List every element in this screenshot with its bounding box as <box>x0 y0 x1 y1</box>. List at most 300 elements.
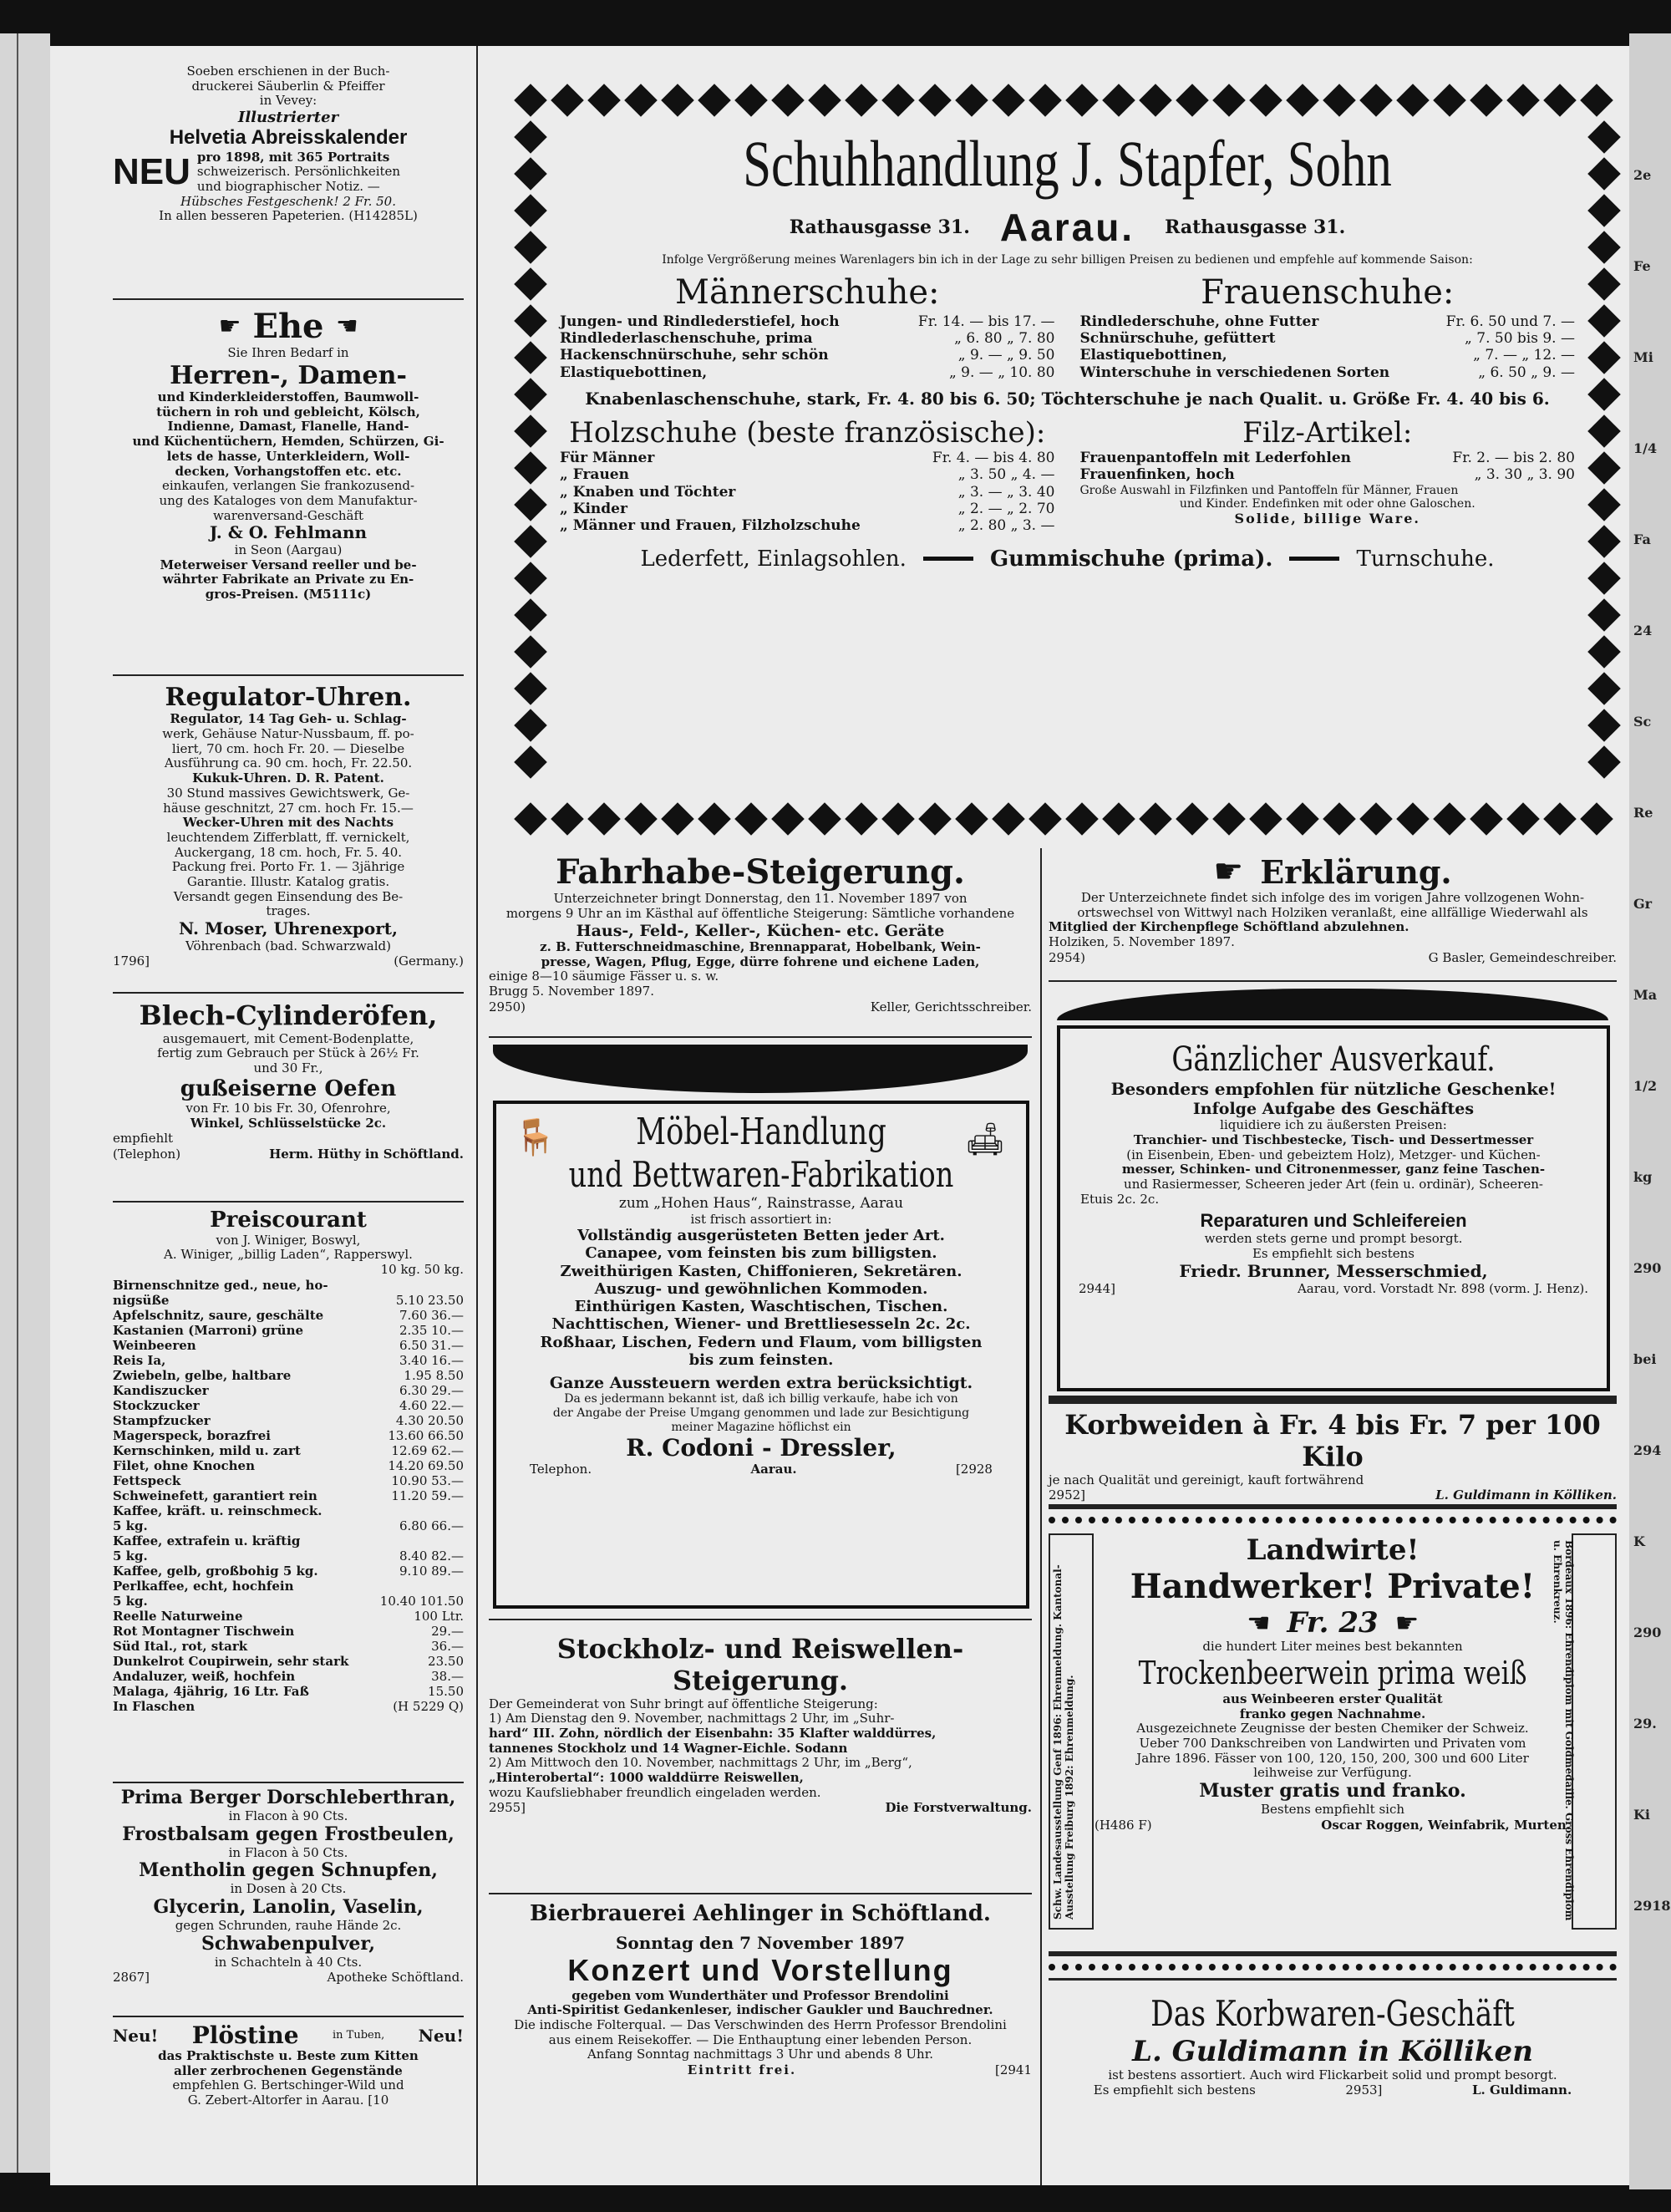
diamond-ornament <box>1587 525 1621 558</box>
diamond-ornament <box>1396 84 1430 117</box>
cropped-text-fragment: 1/2 <box>1633 1078 1658 1094</box>
diamond-ornament <box>587 802 621 836</box>
price-row: Reelle Naturweine 100 Ltr. <box>113 1608 464 1624</box>
stockholz-line: 1) Am Dienstag den 9. November, nachmittags 2 Uhr, im „Suhr- <box>489 1711 895 1726</box>
moebel-ref: [2928 <box>955 1462 993 1477</box>
stockholz-line: tannenes Stockholz und 14 Wagner-Eichle. Sodann <box>489 1740 848 1756</box>
ad-moser-line: Regulator, 14 Tag Geh- u. Schlag- <box>170 711 407 727</box>
diamond-ornament <box>1587 157 1621 191</box>
diamond-ornament <box>1587 304 1621 338</box>
stockholz-ref: 2955] <box>489 1800 526 1816</box>
landwirte-award-left: Schw. Landesausstellung Genf 1896: Ehrenmeldung. Kantonal-Ausstellung Freiburg 1892: Ehrenmeldung. <box>1052 1564 1075 1920</box>
apotheke-product-detail: gegen Schrunden, rauhe Hände 2c. <box>175 1917 402 1933</box>
ad-oefen-line: und 30 Fr., <box>253 1060 323 1076</box>
diamond-ornament <box>514 802 547 836</box>
price-row: Apfelschnitz, saure, geschälte 7.60 36.— <box>113 1307 464 1323</box>
diamond-ornament <box>514 84 547 117</box>
ad-calendar-neu: NEU <box>113 151 190 193</box>
diamond-ornament <box>624 84 658 117</box>
diamond-ornament <box>771 84 805 117</box>
korbweiden-body: je nach Qualität und gereinigt, kauft fortwährend <box>1049 1472 1364 1487</box>
ad-fehlmann-line: Meterweiser Versand reeller und be- <box>160 557 417 572</box>
stapfer-holz-row: „ Kinder „ 2. — „ 2. 70 <box>560 501 1055 518</box>
moebel-phone: Telephon. <box>530 1462 592 1477</box>
ad-ploestine-line: empfehlen G. Bertschinger-Wild und <box>172 2077 404 2093</box>
price-row: Kastanien (Marroni) grüne 2.35 10.— <box>113 1322 464 1338</box>
ad-konzert <box>489 1901 1032 2077</box>
ad-oefen <box>113 1000 464 1162</box>
diamond-ornament <box>1029 802 1062 836</box>
ad-ploestine-sub: in Tuben, <box>333 2029 385 2042</box>
stapfer-holz-row: „ Männer und Frauen, Filzholzschuhe „ 2. 80 „ 3. — <box>560 517 1055 535</box>
diamond-ornament <box>845 802 878 836</box>
diamond-ornament <box>1433 84 1466 117</box>
stapfer-men <box>560 273 1055 381</box>
pointing-hand-left-icon: ☛ <box>218 312 241 341</box>
ad-oefen-line: fertig zum Gebrauch per Stück à 26½ Fr. <box>157 1045 419 1061</box>
diamond-ornament <box>1065 802 1099 836</box>
ad-oefen-recommend: empfiehlt <box>113 1130 174 1146</box>
stapfer-footer-item: Gummischuhe (prima). <box>989 546 1273 572</box>
diamond-ornament <box>1139 802 1172 836</box>
price-row: Magerspeck, borazfrei 13.60 66.50 <box>113 1427 464 1443</box>
apotheke-product-detail: in Schachteln à 40 Cts. <box>214 1954 363 1970</box>
ad-ploestine <box>113 2021 464 2108</box>
ad-moser-line: Auckergang, 18 cm. hoch, Fr. 5. 40. <box>174 844 403 860</box>
diamond-ornament <box>955 802 988 836</box>
korbwaren-line: ist bestens assortiert. Auch wird Flickarbeit solid und prompt besorgt. <box>1108 2067 1557 2082</box>
stapfer-men-title: Männerschuhe: <box>675 273 940 313</box>
ad-moser-line: häuse geschnitzt, 27 cm. hoch Fr. 15.— <box>163 800 414 816</box>
landwirte-sub3: franko gegen Nachnahme. <box>1239 1706 1426 1721</box>
diamond-ornament <box>1580 84 1613 117</box>
landwirte-title: Landwirte! <box>1246 1533 1420 1567</box>
diamond-ornament <box>514 414 547 448</box>
diamond-ornament <box>551 802 584 836</box>
stapfer-holz-title: Holzschuhe (beste französische): <box>569 415 1046 450</box>
apotheke-product: Schwabenpulver, <box>201 1932 375 1955</box>
ad-fehlmann <box>113 307 464 603</box>
diamond-ornament <box>514 672 547 705</box>
moebel-line: Canapee, vom feinsten bis zum billigsten. <box>585 1244 937 1263</box>
erklaerung-line: Der Unterzeichnete findet sich infolge des im vorigen Jahre vollzogenen Wohn- <box>1080 890 1585 905</box>
erklaerung-ref: 2954) <box>1049 949 1086 965</box>
ad-calendar-footer: In allen besseren Papeterien. (H14285L) <box>159 208 418 224</box>
ad-moser-line: Versandt gegen Einsendung des Be- <box>173 888 404 904</box>
ad-oefen-line: Winkel, Schlüsselstücke 2c. <box>190 1116 387 1131</box>
diamond-ornament <box>1139 84 1172 117</box>
ausverkauf-line: messer, Schinken- und Citronenmesser, ganz feine Taschen- <box>1121 1162 1546 1177</box>
stapfer-women-row: Rindlederschuhe, ohne Futter Fr. 6. 50 und 7. — <box>1079 313 1575 330</box>
ad-moebel <box>493 1101 1029 1609</box>
apotheke-product: Glycerin, Lanolin, Vaselin, <box>153 1895 424 1918</box>
stockholz-line: 2) Am Mittwoch den 10. November, nachmittags 2 Uhr, im „Berg“, <box>489 1755 912 1771</box>
cropped-text-fragment: bei <box>1633 1351 1657 1367</box>
ad-fahrhabe <box>489 852 1032 1014</box>
cropped-text-fragment: Fe <box>1633 258 1651 274</box>
fahrhabe-line: presse, Wagen, Pflug, Egge, dürre fohrene und eichene Laden, <box>541 953 980 969</box>
price-row: Kaffee, kräft. u. reinschmeck. <box>113 1503 323 1518</box>
ad-calendar-line: druckerei Säuberlin & Pfeiffer <box>191 78 385 94</box>
diamond-ornament <box>1102 802 1135 836</box>
ad-moser-firm: N. Moser, Uhrenexport, <box>179 918 398 939</box>
cropped-next-column <box>1633 167 1670 1989</box>
korbwaren-ref: 2953] <box>1345 2082 1383 2098</box>
moebel-line: Nachttischen, Wiener- und Brettliesesseln 2c. 2c. <box>551 1315 971 1334</box>
fahrhabe-line: Brugg 5. November 1897. <box>489 984 654 999</box>
ad-moser-ref: 1796] <box>113 953 150 969</box>
konzert-line: Anti-Spiritist Gedankenleser, indischer Gaukler und Bauchredner. <box>527 2002 993 2018</box>
ausverkauf-line: Tranchier- und Tischbestecke, Tisch- und Dessertmesser <box>1133 1131 1534 1147</box>
stapfer-filz-slogan: Solide, billige Ware. <box>1234 510 1420 526</box>
column-left <box>113 64 464 2108</box>
stapfer-women-row: Winterschuhe in verschiedenen Sorten „ 6. 50 „ 9. — <box>1079 364 1575 381</box>
moebel-title: Möbel-Handlung <box>636 1111 886 1153</box>
diamond-ornament <box>1102 84 1135 117</box>
ad-calendar-line: Soeben erschienen in der Buch- <box>186 64 390 79</box>
diamond-ornament <box>918 802 952 836</box>
landwirte-price: Fr. 23 <box>1287 1606 1379 1640</box>
erklaerung-line: ortswechsel von Wittwyl nach Holziken veranlaßt, eine allfällige Wiederwahl als <box>1077 904 1588 920</box>
diamond-ornament <box>514 157 547 191</box>
diamond-ornament <box>734 802 768 836</box>
diamond-ornament <box>1543 802 1577 836</box>
landwirte-line: Ueber 700 Dankschreiben von Landwirten und Privaten vom <box>1139 1735 1526 1751</box>
stapfer-footer-item: Lederfett, Einlagsohlen. <box>640 546 907 572</box>
stockholz-line: wozu Kaufsliebhaber freundlich eingeladen werden. <box>489 1784 821 1800</box>
price-row: Reis Ia, 3.40 16.— <box>113 1352 464 1368</box>
ad-moser-line: trages. <box>266 903 311 919</box>
ad-fehlmann-line: und Kinderkleiderstoffen, Baumwoll- <box>157 389 419 405</box>
price-row: Malaga, 4jährig, 16 Ltr. Faß 15.50 <box>113 1683 464 1699</box>
ad-fehlmann-firm: J. & O. Fehlmann <box>209 522 368 543</box>
moebel-address: zum „Hohen Haus“, Rainstrasse, Aarau <box>618 1195 904 1213</box>
stapfer-filz-row: Frauenfinken, hoch „ 3. 30 „ 3. 90 <box>1079 466 1575 484</box>
ad-fehlmann-line: und Küchentüchern, Hemden, Schürzen, Gi- <box>132 434 444 450</box>
price-row: Kaffee, gelb, großbohig 5 kg. 9.10 89.— <box>113 1563 464 1579</box>
moebel-city: Aarau. <box>750 1462 797 1477</box>
diamond-ornament <box>514 267 547 301</box>
moebel-body: der Angabe der Preise Umgang genommen und lade zur Besichtigung <box>552 1406 970 1420</box>
cropped-text-fragment: Mi <box>1633 349 1653 365</box>
diamond-ornament <box>1212 84 1246 117</box>
diamond-ornament <box>771 802 805 836</box>
fahrhabe-line: Unterzeichneter bringt Donnerstag, den 11. November 1897 von <box>553 891 968 907</box>
landwirte-line: leihweise zur Verfügung. <box>1253 1765 1412 1781</box>
price-row: Perlkaffee, echt, hochfein <box>113 1578 294 1594</box>
ad-preiscourant <box>113 1208 464 1714</box>
price-row: Stockzucker 4.60 22.— <box>113 1397 464 1413</box>
konzert-date: Sonntag den 7 November 1897 <box>615 1932 906 1953</box>
stockholz-line: Der Gemeinderat von Suhr bringt auf öffentliche Steigerung: <box>489 1696 878 1711</box>
diamond-ornament <box>1359 84 1393 117</box>
apotheke-product: Frostbalsam gegen Frostbeulen, <box>122 1823 455 1845</box>
price-row: 5 kg. 8.40 82.— <box>113 1548 464 1564</box>
moebel-firm: R. Codoni - Dressler, <box>626 1434 896 1462</box>
fahrhabe-line: morgens 9 Uhr an im Kästhal auf öffentliche Steigerung: Sämtliche vorhandene <box>505 905 1015 921</box>
ad-erklaerung <box>1049 852 1617 965</box>
moebel-body: Da es jedermann bekannt ist, daß ich billig verkaufe, habe ich von <box>564 1392 958 1406</box>
sofa-icon: 🛋 <box>964 1121 1005 1157</box>
ausverkauf-ref: 2944] <box>1079 1281 1116 1297</box>
stapfer-address: Rathausgasse 31. <box>789 216 970 238</box>
stapfer-holz-row: „ Frauen „ 3. 50 „ 4. — <box>560 466 1055 484</box>
ad-oefen-firm: Herm. Hüthy in Schöftland. <box>269 1146 464 1162</box>
fahrhabe-line: einige 8—10 säumige Fässer u. s. w. <box>489 969 719 984</box>
ad-moser-country: (Germany.) <box>394 953 464 969</box>
price-row: Filet, ohne Knochen 14.20 69.50 <box>113 1457 464 1473</box>
landwirte-line: Jahre 1896. Fässer von 100, 120, 150, 200, 300 und 600 Liter <box>1136 1750 1529 1766</box>
ad-calendar-gift: Hübsches Festgeschenk! 2 Fr. 50. <box>180 193 396 209</box>
konzert-line: Die indische Folterqual. — Das Verschwinden des Herrn Professor Brendolini <box>514 2017 1007 2033</box>
ad-preiscourant-sub: von J. Winiger, Boswyl, <box>216 1232 361 1248</box>
ad-apotheke-firm: Apotheke Schöftland. <box>327 1970 464 1986</box>
ad-stockholz <box>489 1634 1032 1815</box>
erklaerung-sign: G Basler, Gemeindeschreiber. <box>1428 949 1617 965</box>
diamond-ornament <box>514 562 547 595</box>
ad-oefen-line: ausgemauert, mit Cement-Bodenplatte, <box>162 1030 414 1046</box>
price-row: Kaffee, extrafein u. kräftig <box>113 1533 301 1548</box>
ad-ploestine-neu: Neu! <box>418 2025 464 2046</box>
ausverkauf-title: Gänzlicher Ausverkauf. <box>1171 1040 1496 1079</box>
diamond-ornament <box>1323 802 1356 836</box>
fahrhabe-line: Haus-, Feld-, Keller-, Küchen- etc. Geräte <box>576 921 945 940</box>
apotheke-product-detail: in Dosen à 20 Cts. <box>230 1881 347 1897</box>
ad-apotheke-ref: 2867] <box>113 1970 150 1986</box>
ad-oefen-phone: (Telephon) <box>113 1146 181 1162</box>
ad-fehlmann-line: lets de hasse, Unterkleidern, Woll- <box>166 448 410 464</box>
diamond-ornament <box>1286 84 1319 117</box>
stapfer-holz-row: Für Männer Fr. 4. — bis 4. 80 <box>560 449 1055 466</box>
landwirte-sub: die hundert Liter meines best bekannten <box>1202 1639 1463 1655</box>
diamond-ornament <box>918 84 952 117</box>
diamond-ornament <box>514 525 547 558</box>
ad-fehlmann-line: währter Fabrikate an Private zu En- <box>162 572 414 587</box>
ausverkauf-sub2: Infolge Aufgabe des Geschäftes <box>1192 1099 1475 1118</box>
moebel-line: bis zum feinsten. <box>688 1350 834 1369</box>
ad-fehlmann-line: gros-Preisen. (M5111c) <box>205 586 372 602</box>
cropped-text-fragment: 294 <box>1633 1442 1662 1458</box>
ad-calendar-title1: Illustrierter <box>237 109 339 127</box>
stapfer-women-row: Schnürschuhe, gefüttert „ 7. 50 bis 9. — <box>1079 329 1575 347</box>
price-row: In Flaschen (H 5229 Q) <box>113 1698 464 1714</box>
konzert-title: Bierbrauerei Aehlinger in Schöftland. <box>530 1901 991 1926</box>
landwirte-sub2: aus Weinbeeren erster Qualität <box>1222 1691 1443 1706</box>
konzert-line: Anfang Sonntag nachmittags 3 Uhr und abends 8 Uhr. <box>587 2047 934 2062</box>
diamond-ornament <box>1587 598 1621 632</box>
moebel-title: und Bettwaren-Fabrikation <box>568 1153 954 1195</box>
stapfer-address: Rathausgasse 31. <box>1165 216 1346 238</box>
ad-oefen-title2: gußeiserne Oefen <box>180 1075 397 1101</box>
ad-moser-line: liert, 70 cm. hoch Fr. 20. — Dieselbe <box>171 740 405 756</box>
diamond-ornament <box>624 802 658 836</box>
price-row: Andaluzer, weiß, hochfein 38.— <box>113 1668 464 1684</box>
diamond-ornament <box>1470 84 1503 117</box>
cropped-text-fragment: 2e <box>1633 167 1652 183</box>
fahrhabe-title: Fahrhabe-Steigerung. <box>556 852 965 892</box>
ad-oefen-line: von Fr. 10 bis Fr. 30, Ofenrohre, <box>185 1101 391 1116</box>
stapfer-filz-title: Filz-Artikel: <box>1242 415 1413 450</box>
diamond-ornament <box>514 378 547 411</box>
ad-fehlmann-title: Ehe <box>252 307 324 346</box>
diamond-ornament <box>955 84 988 117</box>
diamond-ornament <box>1506 802 1540 836</box>
ad-moser-line: werk, Gehäuse Natur-Nussbaum, ff. po- <box>162 726 414 742</box>
price-row: 5 kg. 6.80 66.— <box>113 1518 464 1533</box>
price-table <box>113 1278 464 1714</box>
diamond-ornament <box>1587 267 1621 301</box>
stapfer-women-title: Frauenschuhe: <box>1201 273 1455 313</box>
diamond-ornament <box>1587 120 1621 154</box>
stapfer-men-row: Hackenschnürschuhe, sehr schön „ 9. — „ 9. 50 <box>560 347 1055 364</box>
diamond-ornament <box>1286 802 1319 836</box>
stockholz-line: hard“ III. Zohn, nördlich der Eisenbahn: 35 Klafter walddürres, <box>489 1725 937 1741</box>
konzert-title2: Konzert und Vorstellung <box>567 1953 953 1988</box>
price-row: Kandiszucker 6.30 29.— <box>113 1382 464 1398</box>
stapfer-filz-row: Frauenpantoffeln mit Lederfohlen Fr. 2. — bis 2. 80 <box>1079 449 1575 466</box>
moebel-body: meiner Magazine höflichst ein <box>671 1420 851 1434</box>
ad-fehlmann-line: Sie Ihren Bedarf in <box>227 345 349 360</box>
diamond-ornament <box>1323 84 1356 117</box>
landwirte-title: Handwerker! Private! <box>1130 1567 1536 1607</box>
erklaerung-title: Erklärung. <box>1260 852 1452 891</box>
diamond-ornament <box>881 802 915 836</box>
diamond-ornament <box>698 802 731 836</box>
stapfer-filz <box>1080 416 1576 535</box>
price-row: 5 kg. 10.40 101.50 <box>113 1593 464 1609</box>
ad-calendar-body: schweizerisch. Persönlichkeiten <box>196 164 401 180</box>
cropped-text-fragment: 290 <box>1633 1625 1662 1640</box>
stockholz-title: Stockholz- und Reiswellen-Steigerung. <box>556 1633 964 1696</box>
cropped-text-fragment: 2918 <box>1633 1898 1671 1914</box>
price-row: Birnenschnitze ged., neue, ho- <box>113 1277 328 1293</box>
ad-landwirte <box>1049 1533 1617 1943</box>
price-row: Süd Ital., rot, stark 36.— <box>113 1638 464 1654</box>
cropped-text-fragment: Gr <box>1633 896 1653 912</box>
diamond-ornament <box>734 84 768 117</box>
ad-fehlmann-line: einkaufen, verlangen Sie frankozusend- <box>161 478 415 494</box>
ad-oefen-title: Blech-Cylinderöfen, <box>139 999 438 1031</box>
diamond-ornament <box>845 84 878 117</box>
stapfer-men-row: Jungen- und Rindlederstiefel, hoch Fr. 14. — bis 17. — <box>560 313 1055 330</box>
diamond-ornament <box>808 802 841 836</box>
landwirte-recommend: Bestens empfiehlt sich <box>1260 1801 1405 1817</box>
diamond-ornament <box>1587 562 1621 595</box>
ad-moser <box>113 683 464 969</box>
ausverkauf-line: liquidiere ich zu äußersten Preisen: <box>1220 1117 1447 1133</box>
price-row: Dunkelrot Coupirwein, sehr stark 23.50 <box>113 1653 464 1669</box>
ausverkauf-firm: Friedr. Brunner, Messerschmied, <box>1179 1260 1488 1281</box>
cropped-text-fragment: Ma <box>1633 987 1658 1003</box>
moebel-line2: Ganze Aussteuern werden extra berücksichtigt. <box>549 1374 973 1393</box>
korbweiden-title: Korbweiden à Fr. 4 bis Fr. 7 per 100 Kilo <box>1064 1409 1601 1472</box>
stapfer-holz <box>560 416 1055 535</box>
price-row: Zwiebeln, gelbe, haltbare 1.95 8.50 <box>113 1367 464 1383</box>
moebel-sub: ist frisch assortiert in: <box>690 1211 832 1227</box>
diamond-ornament <box>514 745 547 779</box>
diamond-ornament <box>881 84 915 117</box>
diamond-ornament <box>1470 802 1503 836</box>
ad-fehlmann-line: Herren-, Damen- <box>170 360 407 390</box>
konzert-entry: Eintritt frei. <box>687 2062 797 2078</box>
korbweiden-firm: L. Guldimann in Kölliken. <box>1435 1487 1617 1503</box>
ad-ploestine-line: das Praktischste u. Beste zum Kitten <box>158 2048 419 2063</box>
price-row: Schweinefett, garantiert rein 11.20 59.— <box>113 1487 464 1503</box>
ausverkauf-line: und Rasiermesser, Scheeren jeder Art (fein u. ordinär), Scheeren- <box>1124 1176 1543 1192</box>
moebel-line: Einthürigen Kasten, Waschtischen, Tischen. <box>574 1298 948 1316</box>
price-row: Fettspeck 10.90 53.— <box>113 1472 464 1488</box>
diamond-ornament <box>514 341 547 374</box>
stapfer-men-row: Rindlederlaschenschuhe, prima „ 6. 80 „ 7. 80 <box>560 329 1055 347</box>
ad-moser-title: Regulator-Uhren. <box>165 683 412 712</box>
ad-korbweiden <box>1049 1410 1617 1503</box>
korbwaren-firm: L. Guldimann in Kölliken <box>1132 2034 1533 2068</box>
ad-preiscourant-sub: A. Winiger, „billig Laden“, Rapperswyl. <box>164 1247 413 1263</box>
ad-preiscourant-title: Preiscourant <box>210 1208 367 1233</box>
ad-fehlmann-line: Indienne, Damast, Flanelle, Hand- <box>167 419 409 435</box>
diamond-ornament <box>661 84 694 117</box>
cropped-text-fragment: Re <box>1633 805 1653 821</box>
left-page-edge <box>0 33 50 2173</box>
diamond-ornament <box>808 84 841 117</box>
korbwaren-title: Das Korbwaren-Geschäft <box>1150 1993 1515 2034</box>
diamond-ornament <box>514 709 547 742</box>
stapfer-women <box>1080 273 1576 381</box>
diamond-ornament <box>1029 84 1062 117</box>
apotheke-product: Mentholin gegen Schnupfen, <box>139 1859 438 1882</box>
landwirte-ref: (H486 F) <box>1095 1817 1152 1833</box>
cropped-text-fragment: K <box>1633 1533 1645 1549</box>
stapfer-women-row: Elastiquebottinen, „ 7. — „ 12. — <box>1079 347 1575 364</box>
diamond-ornament <box>992 802 1025 836</box>
diamond-ornament <box>551 84 584 117</box>
diamond-ornament <box>1176 802 1209 836</box>
ad-ploestine-neu: Neu! <box>113 2025 159 2046</box>
pointing-hand-icon: ☛ <box>1213 852 1244 891</box>
ad-fehlmann-line: warenversand-Geschäft <box>212 507 364 523</box>
diamond-ornament <box>1543 84 1577 117</box>
diamond-ornament <box>1359 802 1393 836</box>
ad-calendar-body: und biographischer Notiz. — <box>196 178 380 194</box>
diamond-ornament <box>514 451 547 485</box>
ad-calendar <box>113 64 464 224</box>
cropped-text-fragment: Sc <box>1633 714 1652 730</box>
moebel-line: Auszug- und gewöhnlichen Kommoden. <box>594 1279 928 1298</box>
ausverkauf-line: (in Eisenbein, Eben- und gebeiztem Holz), Metzger- und Küchen- <box>1126 1147 1541 1162</box>
ad-preiscourant-units: 10 kg. 50 kg. <box>380 1262 464 1278</box>
diamond-ornament <box>1587 451 1621 485</box>
diamond-ornament <box>514 231 547 264</box>
ad-ploestine-line: G. Zebert-Altorfer in Aarau. [10 <box>187 2093 389 2108</box>
diamond-ornament <box>1587 378 1621 411</box>
diamond-ornament <box>1176 84 1209 117</box>
cropped-text-fragment: 24 <box>1633 623 1653 638</box>
stockholz-line: „Hinterobertal“: 1000 walddürre Reiswellen, <box>489 1769 804 1785</box>
diamond-ornament <box>1587 414 1621 448</box>
cropped-text-fragment: 1/4 <box>1633 440 1658 456</box>
ausverkauf-repair: Reparaturen und Schleifereien <box>1200 1210 1467 1232</box>
price-row: Kernschinken, mild u. zart 12.69 62.— <box>113 1442 464 1458</box>
diamond-ornament <box>514 304 547 338</box>
landwirte-line: Ausgezeichnete Zeugnisse der besten Chemiker der Schweiz. <box>1136 1721 1529 1737</box>
ad-korbwaren <box>1049 1993 1617 2098</box>
diamond-ornament <box>1587 231 1621 264</box>
diamond-ornament <box>514 488 547 521</box>
diamond-ornament <box>1249 84 1282 117</box>
diamond-ornament <box>514 635 547 669</box>
diamond-ornament <box>514 598 547 632</box>
diamond-ornament <box>1506 84 1540 117</box>
